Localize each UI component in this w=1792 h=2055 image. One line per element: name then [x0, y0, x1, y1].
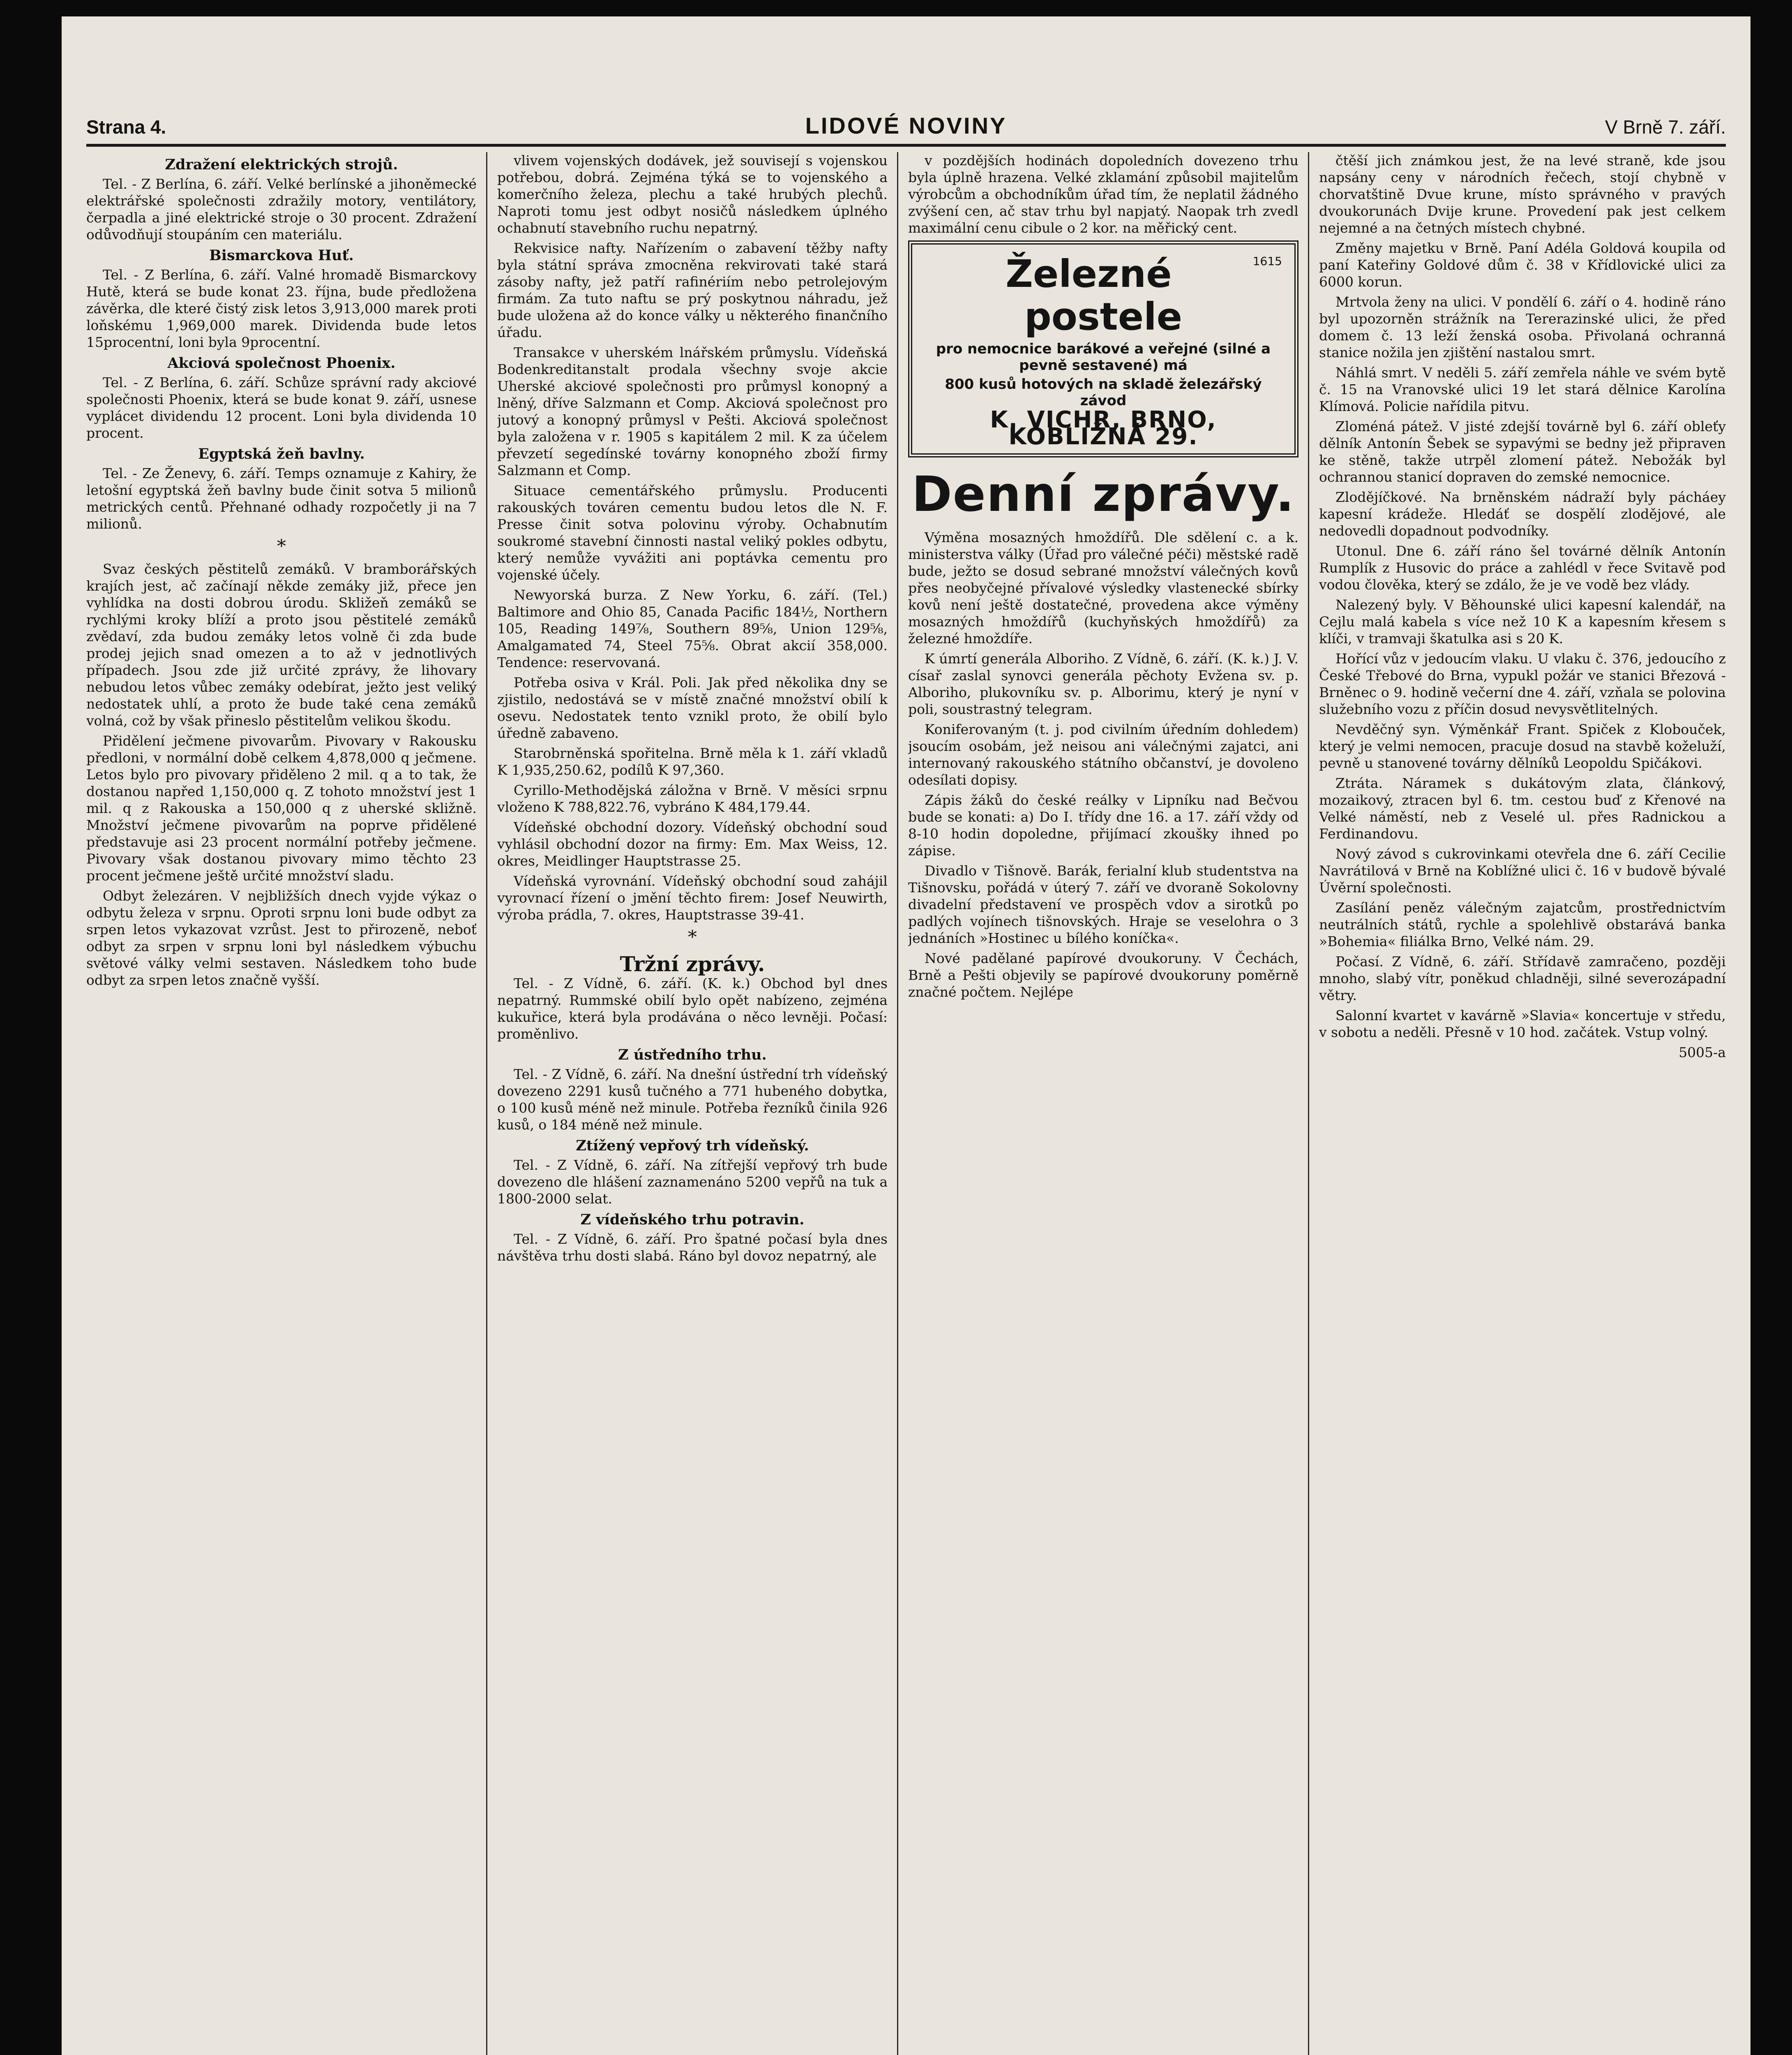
article-text: vlivem vojenských dodávek, jež souvisejí s vojenskou potřebou, dobrá. Zejména týká se to vojenského a komerčního železa, plechu a také hrubých plechů. Naproti tomu jest odbyt nosičů následkem úplného ochabnutí stavebního ruchu nepatrný.	[497, 152, 888, 236]
article-text: Starobrněnská spořitelna. Brně měla k 1. září vkladů K 1,935,250.62, podílů K 97,360.	[497, 745, 888, 778]
article-text: Utonul. Dne 6. září ráno šel továrné dělník Antonín Rumplík z Husovic do práce a zahlédl v řece Svitavě pod vodou člověka, který se zdálo, že je ve vodě bez vlády.	[1319, 543, 1726, 593]
article-text: Ztráta. Náramek s dukátovým zlata, článkový, mozaikový, ztracen byl 6. tm. cestou buď z Křenové na Velké náměstí, neb z Veselé ul. přes Radnickou a Ferdinandovu.	[1319, 775, 1726, 842]
article-text: Tel. - Ze Ženevy, 6. září. Temps oznamuje z Kahiry, že letošní egyptská žeň bavlny bude činit sotva 5 milionů metrických centů. Přehnané odhady rozpočetly ji na 7 milionů.	[86, 465, 477, 532]
column-1	[86, 152, 477, 2055]
article-text: Výměna mosazných hmoždířů. Dle sdělení c. a k. ministerstva války (Úřad pro válečné péči) městské radě bude, ježto se dosud sebrané množství válečných kovů přes neobyčejné přívalové výsledky vlastenecké sbírky kovů není ještě dostatečné, provedena akce výměny mosazných hmoždířů (kuchyňských hmoždířů) za železné hmoždíře.	[908, 529, 1298, 647]
article-text: Situace cementářského průmyslu. Producenti rakouských továren cementu budou letos dle N. F. Presse činit sotva polovinu výroby. Ochabnutím soukromé stavební činnosti nastal veliký pokles odbytu, který nemůže vyvážiti ani poptávka cementu pro vojenské účely.	[497, 483, 888, 583]
article-text: Vídeňská vyrovnání. Vídeňský obchodní soud zahájil vyrovnací řízení o jmění těchto firem: Josef Neuwirth, výroba prádla, 7. okres, Hauptstrasse 39-41.	[497, 873, 888, 923]
article-text: Salonní kvartet v kavárně »Slavia« koncertuje v středu, v sobotu a neděli. Přesně v 10 hod. začátek. Vstup volný.	[1319, 1007, 1726, 1040]
article-text: Zasílání peněz válečným zajatcům, prostřednictvím neutrálních států, rychle a spolehlivě obstarává banka »Bohemia« filiálka Brno, Velké nám. 29.	[1319, 900, 1726, 949]
dateline: V Brně 7. září.	[1605, 116, 1726, 138]
ad-line: 800 kusů hotových na skladě železářský závod	[945, 376, 1262, 409]
article-text: čtěší jich známkou jest, že na levé straně, kde jsou napsány ceny v národních řečech, stojí chybně v chorvatštině Dvue krune, místo správného v pravých dvoukorunách Dvije krune. Provedení pak jest celkem nejemné a na četných místech chybné.	[1319, 152, 1726, 236]
advertisement-box	[908, 240, 1298, 457]
ad-company: K. VICHR, BRNO, KOBLIŽNÁ 29.	[990, 406, 1217, 450]
article-text: Hořící vůz v jedoucím vlaku. U vlaku č. 376, jedoucího z České Třebové do Brna, vypukl požár ve stanici Březová - Brněnec o 9. hodině večerní dne 4. září, vzňala se polovina služebního vozu z příčin dosud nevysvětlitelných.	[1319, 651, 1726, 717]
article-text: Koniferovaným (t. j. pod civilním úředním dohledem) jsoucím osobám, jež neisou ani válečnými zajatci, ani internovaný rakouského státního občanství, je dovoleno odesílati dopisy.	[908, 721, 1298, 788]
article-text: Počasí. Z Vídně, 6. září. Střídavě zamračeno, později mnoho, slabý vítr, poněkud chladněji, silné severozápadní větry.	[1319, 954, 1726, 1003]
column-4	[1319, 152, 1726, 2055]
section-separator: *	[688, 927, 697, 948]
article-text: Rekvisice nafty. Nařízením o zabavení těžby nafty byla státní správa zmocněna rekvirovati také stará zásoby nafty, jež patří rafinériím nebo petrolejovým firmám. Za tuto naftu se prý poskytnou náhradu, jež bude uložena až do konce války u některého finančního úřadu.	[497, 240, 888, 340]
article-heading: Z ústředního trhu.	[618, 1046, 767, 1063]
ad-line: pro nemocnice barákové a veřejné (silné a pevně sestavené) má	[936, 341, 1271, 374]
article-text: Tel. - Z Berlína, 6. září. Velké berlínské a jihoněmecké elektrářské společnosti zdražily motory, ventilátory, čerpadla a jiné elektrické stroje o 30 procent. Zdražení odůvodňují stoupáním cen materiálu.	[86, 176, 477, 242]
article-text: Svaz českých pěstitelů zemáků. V bramborářských krajích jest, ač začínají někde zemáky již, přece jen vyhlídka na dosti dobrou úrodu. Skližeň zemáků se rychlými kroky blíží a proto jsou pěstitelé zemáků zvědaví, zda budou zemáky letos volně či zda bude prodej jejich snad omezen a to až v jednotlivých případech. Jsou zde již určité zprávy, že lihovary nebudou letos vůbec zemáky odebírat, ježto jest veliký nedostatek uhlí, a proto že bude také cena zemáků volná, což by však přineslo pěstitelům velikou škodu.	[86, 561, 477, 729]
article-heading: Z vídeňského trhu potravin.	[580, 1211, 805, 1228]
section-separator: *	[277, 536, 286, 557]
article-text: Nalezený byly. V Běhounské ulici kapesní kalendář, na Cejlu malá kabela s více než 10 K a kapesním křesem s klíči, v tramvaji škatulka asi s 20 K.	[1319, 597, 1726, 647]
article-text: Náhlá smrt. V neděli 5. září zemřela náhle ve svém bytě č. 15 na Vranovské ulici 19 let stará dělnice Karolína Klímová. Policie nařídila pitvu.	[1319, 365, 1726, 414]
article-text: Potřeba osiva v Král. Poli. Jak před několika dny se zjistilo, nedostává se v místě značné množství obilí k osevu. Nedostatek tento vznikl proto, že obilí bylo úředně zabaveno.	[497, 674, 888, 741]
newspaper-page	[62, 16, 1750, 2055]
page-header	[86, 111, 1726, 147]
article-text: Vídeňské obchodní dozory. Vídeňský obchodní soud vyhlásil obchodní dozor na firmy: Em. Max Weiss, 12. okres, Meidlinger Hauptstrasse 25.	[497, 819, 888, 869]
article-text: Tel. - Z Vídně, 6. září. Na dnešní ústřední trh vídeňský dovezeno 2291 kusů tučného a 771 hubeného dobytka, o 100 kusů méně než minule. Potřeba řezníků činila 926 kusů, o 184 méně než minule.	[497, 1066, 888, 1133]
article-text: Newyorská burza. Z New Yorku, 6. září. (Tel.) Baltimore and Ohio 85, Canada Pacific 184½, Northern 105, Reading 149⅞, Southern 89⅝, Union 129⅝, Amalgamated 74, Steel 75⅝. Obrat akcií 358,000. Tendence: reservovaná.	[497, 587, 888, 670]
article-text: K úmrtí generála Alboriho. Z Vídně, 6. září. (K. k.) J. V. císař zaslal synovci generála pěchoty Evžena sv. p. Alboriho, plukovníku sv. p. Alborimu, který je nyní v poli, soustrastný telegram.	[908, 651, 1298, 717]
article-heading: Egyptská žeň bavlny.	[198, 446, 365, 462]
article-text: Tel. - Z Vídně, 6. září. (K. k.) Obchod byl dnes nepatrný. Rummské obilí bylo opět nabízeno, zejména kukuřice, která byla prodávána o něco levněji. Počasí: proměnlivo.	[497, 975, 888, 1042]
newspaper-title: LIDOVÉ NOVINY	[805, 113, 1007, 139]
column-2	[497, 152, 888, 2055]
ad-code: 5005-a	[1679, 1044, 1726, 1060]
article-heading: Zdražení elektrických strojů.	[165, 156, 398, 173]
article-text: Tel. - Z Berlína, 6. září. Valné hromadě Bismarckovy Hutě, která se bude konat 23. října, bude předložena závěrka, dle které čistý zisk letos 3,913,000 marek proti loňskému 1,969,000 marek. Dividenda bude letos 15procentní, loni byla 9procentní.	[86, 267, 477, 350]
article-text: v pozdějších hodinách dopoledních dovezeno trhu byla úplně hrazena. Velké zklamání způsobil majitelům výrobcům a obchodníkům úřad tím, že neplatil žádného zvýšení cen, ač stav trhu byl napjatý. Naopak trh zvedl maximální cenu cibule o 2 kor. na měřický cent.	[908, 152, 1298, 236]
article-text: Změny majetku v Brně. Paní Adéla Goldová koupila od paní Kateřiny Goldové dům č. 38 v Křídlovické ulici za 6000 korun.	[1319, 240, 1726, 290]
section-title-market: Tržní zprávy.	[620, 952, 765, 976]
article-heading: Akciová společnost Phoenix.	[167, 355, 396, 372]
article-text: Nové padělané papírové dvoukoruny. V Čechách, Brně a Pešti objevily se papírové dvoukoruny poměrně značné počtem. Nejlépe	[908, 950, 1298, 1000]
article-text: Odbyt železáren. V nejbližších dnech vyjde výkaz o odbytu železa v srpnu. Oproti srpnu loni bude odbyt za srpen letos vykazovat vzrůst. Jest to přirozeně, neboť odbyt za srpen v srpnu loni byl následkem výbuchu světové války velmi sestaven. Následkem toho bude odbyt za srpen letos značně vyšší.	[86, 888, 477, 988]
article-text: Přidělení ječmene pivovarům. Pivovary v Rakousku předloni, v normální době celkem 4,878,000 q ječmene. Letos bylo pro pivovary přiděleno 2 mil. q a to tak, že dostanou napřed 1,150,000 q. Z tohoto množství jest 1 mil. q z Rakouska a 150,000 q z uherské skližně. Množství ječmene pivovarům na poprve přidělené představuje asi 23 procent normální potřeby ječmene. Pivovary však dostanou pivovary mimo těchto 23 procent ječmene ještě určité množství sladu.	[86, 733, 477, 884]
section-title-daily-news: Denní zprávy.	[911, 466, 1295, 522]
article-heading: Bismarckova Huť.	[209, 247, 354, 264]
column-3	[908, 152, 1298, 2055]
article-text: Zápis žáků do české reálky v Lipníku nad Bečvou bude se konati: a) Do I. třídy dne 16. a 17. září vždy od 8-10 hodin dopoledne, přijímací zkoušky ihned po zápise.	[908, 792, 1298, 859]
article-text: Nevděčný syn. Výměnkář Frant. Spiček z Klobouček, který je velmi nemocen, pracuje dosud na stavbě koželuží, pevně u stanovené továrny dělníků Leopoldu Spičákovi.	[1319, 721, 1726, 771]
article-text: Transakce v uherském lnářském průmyslu. Vídeňská Bodenkreditanstalt prodala všechny svoje akcie Uherské akciové společnosti pro průmysl konopný a lněný, dříve Salzmann et Comp. Akciová společnost pro jutový a konopný průmysl v Pešti. Akciová společnost byla založena v r. 1905 s kapitálem 2 mil. K za účelem převzetí segedínské továrny konopného zboží firmy Salzmann et Comp.	[497, 344, 888, 478]
article-text: Tel. - Z Vídně, 6. září. Pro špatné počasí byla dnes návštěva trhu dosti slabá. Ráno byl dovoz nepatrný, ale	[497, 1231, 888, 1264]
article-text: Cyrillo-Methodějská záložna v Brně. V měsíci srpnu vloženo K 788,822.76, vybráno K 484,179.44.	[497, 782, 888, 815]
article-text: Mrtvola ženy na ulici. V pondělí 6. září o 4. hodině ráno byl upozorněn strážník na Tererazinské ulici, že před domem č. 13 leží ženská osoba. Přivolaná ochranná stanice nožila jen zjištění nastalou smrt.	[1319, 294, 1726, 360]
article-text: Zloméná pátež. V jisté zdejší továrně byl 6. září obleťy dělník Antonín Šebek se sypavými se bedny jež připraven ke stěně, takže utrpěl zlomení pátež. Nebožák byl ochrannou stanicí dopraven do zemské nemocnice.	[1319, 418, 1726, 485]
article-text: Tel. - Z Berlína, 6. září. Schůze správní rady akciové společnosti Phoenix, která se bude konat 9. září, usnese vyplácet dividendu 12 procent. Loni byla dividenda 10 procent.	[86, 374, 477, 441]
column-rule	[897, 152, 898, 2055]
article-text: Nový závod s cukrovinkami otevřela dne 6. září Cecilie Navrátilová v Brně na Koblížné ulici č. 16 v budově bývalé Úvěrní společnosti.	[1319, 846, 1726, 896]
ad-headline: Železné postele	[1006, 252, 1183, 339]
article-heading: Ztížený vepřový trh vídeňský.	[576, 1137, 809, 1154]
column-rule	[1308, 152, 1309, 2055]
ad-number: 1615	[1252, 254, 1282, 268]
column-rule	[486, 152, 487, 2055]
article-text: Divadlo v Tišnově. Barák, ferialní klub studentstva na Tišnovsku, pořádá v úterý 7. září ve dvoraně Sokolovny divadelní představení ve prospěch vdov a sirotků po padlých vojínech tišnovských. Hraje se veselohra o 3 jednáních »Hostinec u bílého koníčka«.	[908, 863, 1298, 946]
article-text: Zlodějíčkové. Na brněnském nádraží byly pácháey kapesní krádeže. Hledáť se dospělí zlodějové, ale nedovedli dopadnout podvodníky.	[1319, 489, 1726, 539]
page-number: Strana 4.	[86, 116, 166, 138]
article-text: Tel. - Z Vídně, 6. září. Na zítřejší vepřový trh bude dovezeno dle hlášení zaznamenáno 5200 vepřů na tuk a 1800-2000 selat.	[497, 1157, 888, 1207]
